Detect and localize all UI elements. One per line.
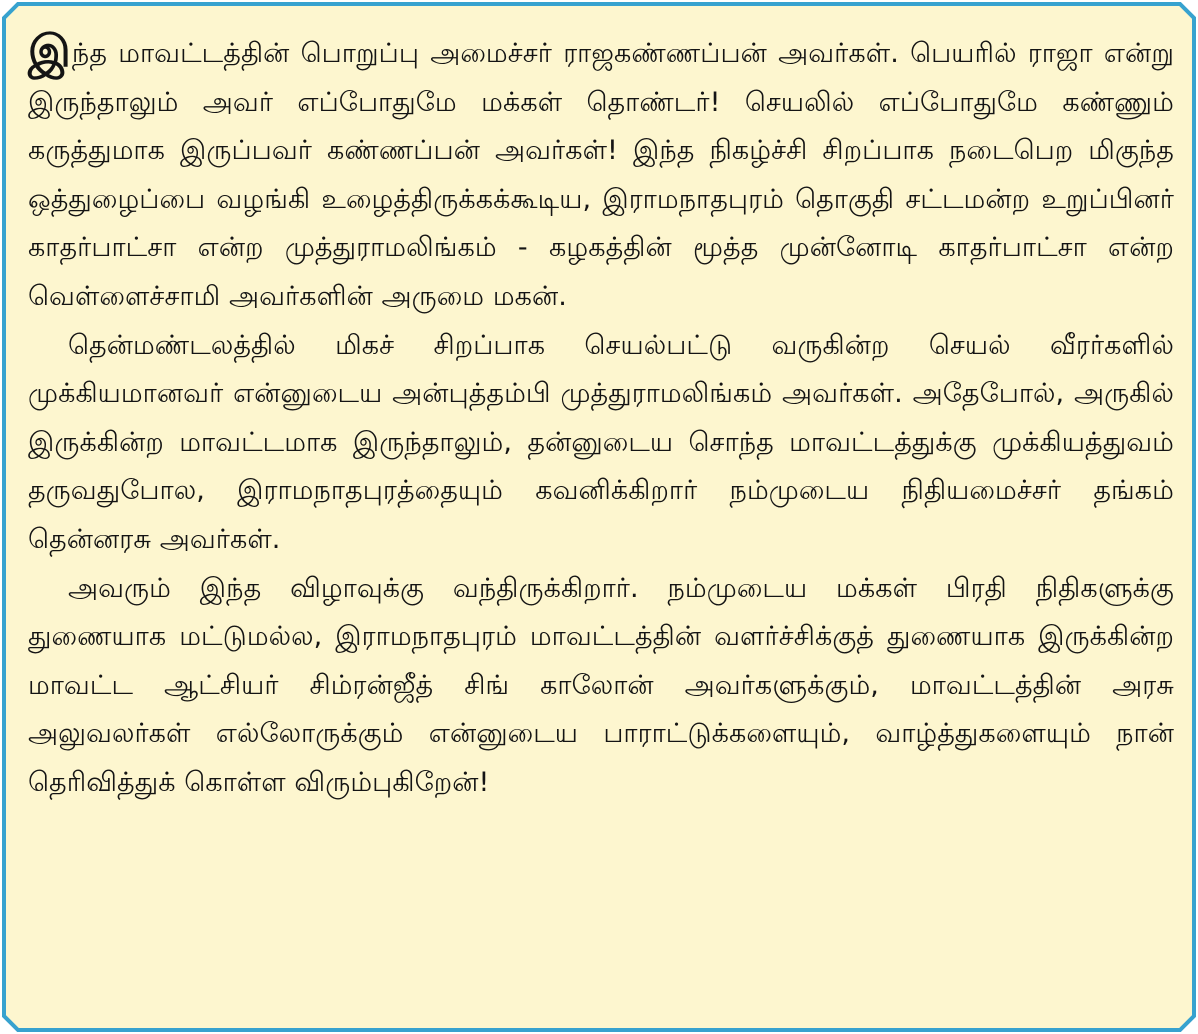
paragraph-1: [28, 26, 1174, 322]
drop-cap: இ: [28, 26, 71, 77]
paragraph-3: அவரும் இந்த விழாவுக்கு வந்திருக்கிறார். நம்முடைய மக்கள் பிரதி நிதிகளுக்கு துணையாக மட்டுமல்ல, இராமநாதபுரம் மாவட்டத்தின் வளர்ச்சிக்குத் துணையாக இருக்கின்ற மாவட்ட ஆட்சியர் சிம்ரன்ஜீத் சிங் காலோன் அவர்களுக்கும், மாவட்டத்தின் அரசு அலுவலர்கள் எல்லோருக்கும் என்னுடைய பாராட்டுக்களையும், வாழ்த்துகளையும் நான் தெரிவித்துக் கொள்ள விரும்புகிறேன்!: [28, 572, 1174, 798]
paragraph-2: தென்மண்டலத்தில் மிகச் சிறப்பாக செயல்பட்டு வருகின்ற செயல் வீரர்களில் முக்கியமானவர் என்னுடைய அன்புத்தம்பி முத்துராமலிங்கம் அவர்கள். அதேபோல், அருகில் இருக்கின்ற மாவட்டமாக இருந்தாலும், தன்னுடைய சொந்த மாவட்டத்துக்கு முக்கியத்துவம் தருவதுபோல, இராமநாதபுரத்தையும் கவனிக்கிறார் நம்முடைய நிதியமைச்சர் தங்கம் தென்னரசு அவர்கள்.: [28, 329, 1174, 555]
paragraph-1-text: ந்த மாவட்டத்தின் பொறுப்பு அமைச்சர் ராஜகண்ணப்பன் அவர்கள். பெயரில் ராஜா என்று இருந்தாலும் அவர் எப்போதுமே மக்கள் தொண்டர்! செயலில் எப்போதுமே கண்ணும் கருத்துமாக இருப்பவர் கண்ணப்பன் அவர்கள்! இந்த நிகழ்ச்சி சிறப்பாக நடைபெற மிகுந்த ஒத்துழைப்பை வழங்கி உழைத்திருக்கக்கூடிய, இராமநாதபுரம் தொகுதி சட்டமன்ற உறுப்பினர் காதர்பாட்சா என்ற முத்துராமலிங்கம் - கழகத்தின் மூத்த முன்னோடி காதர்பாட்சா என்ற வெள்ளைச்சாமி அவர்களின் அருமை மகன்.: [28, 38, 1174, 312]
article-body: [28, 26, 1174, 808]
